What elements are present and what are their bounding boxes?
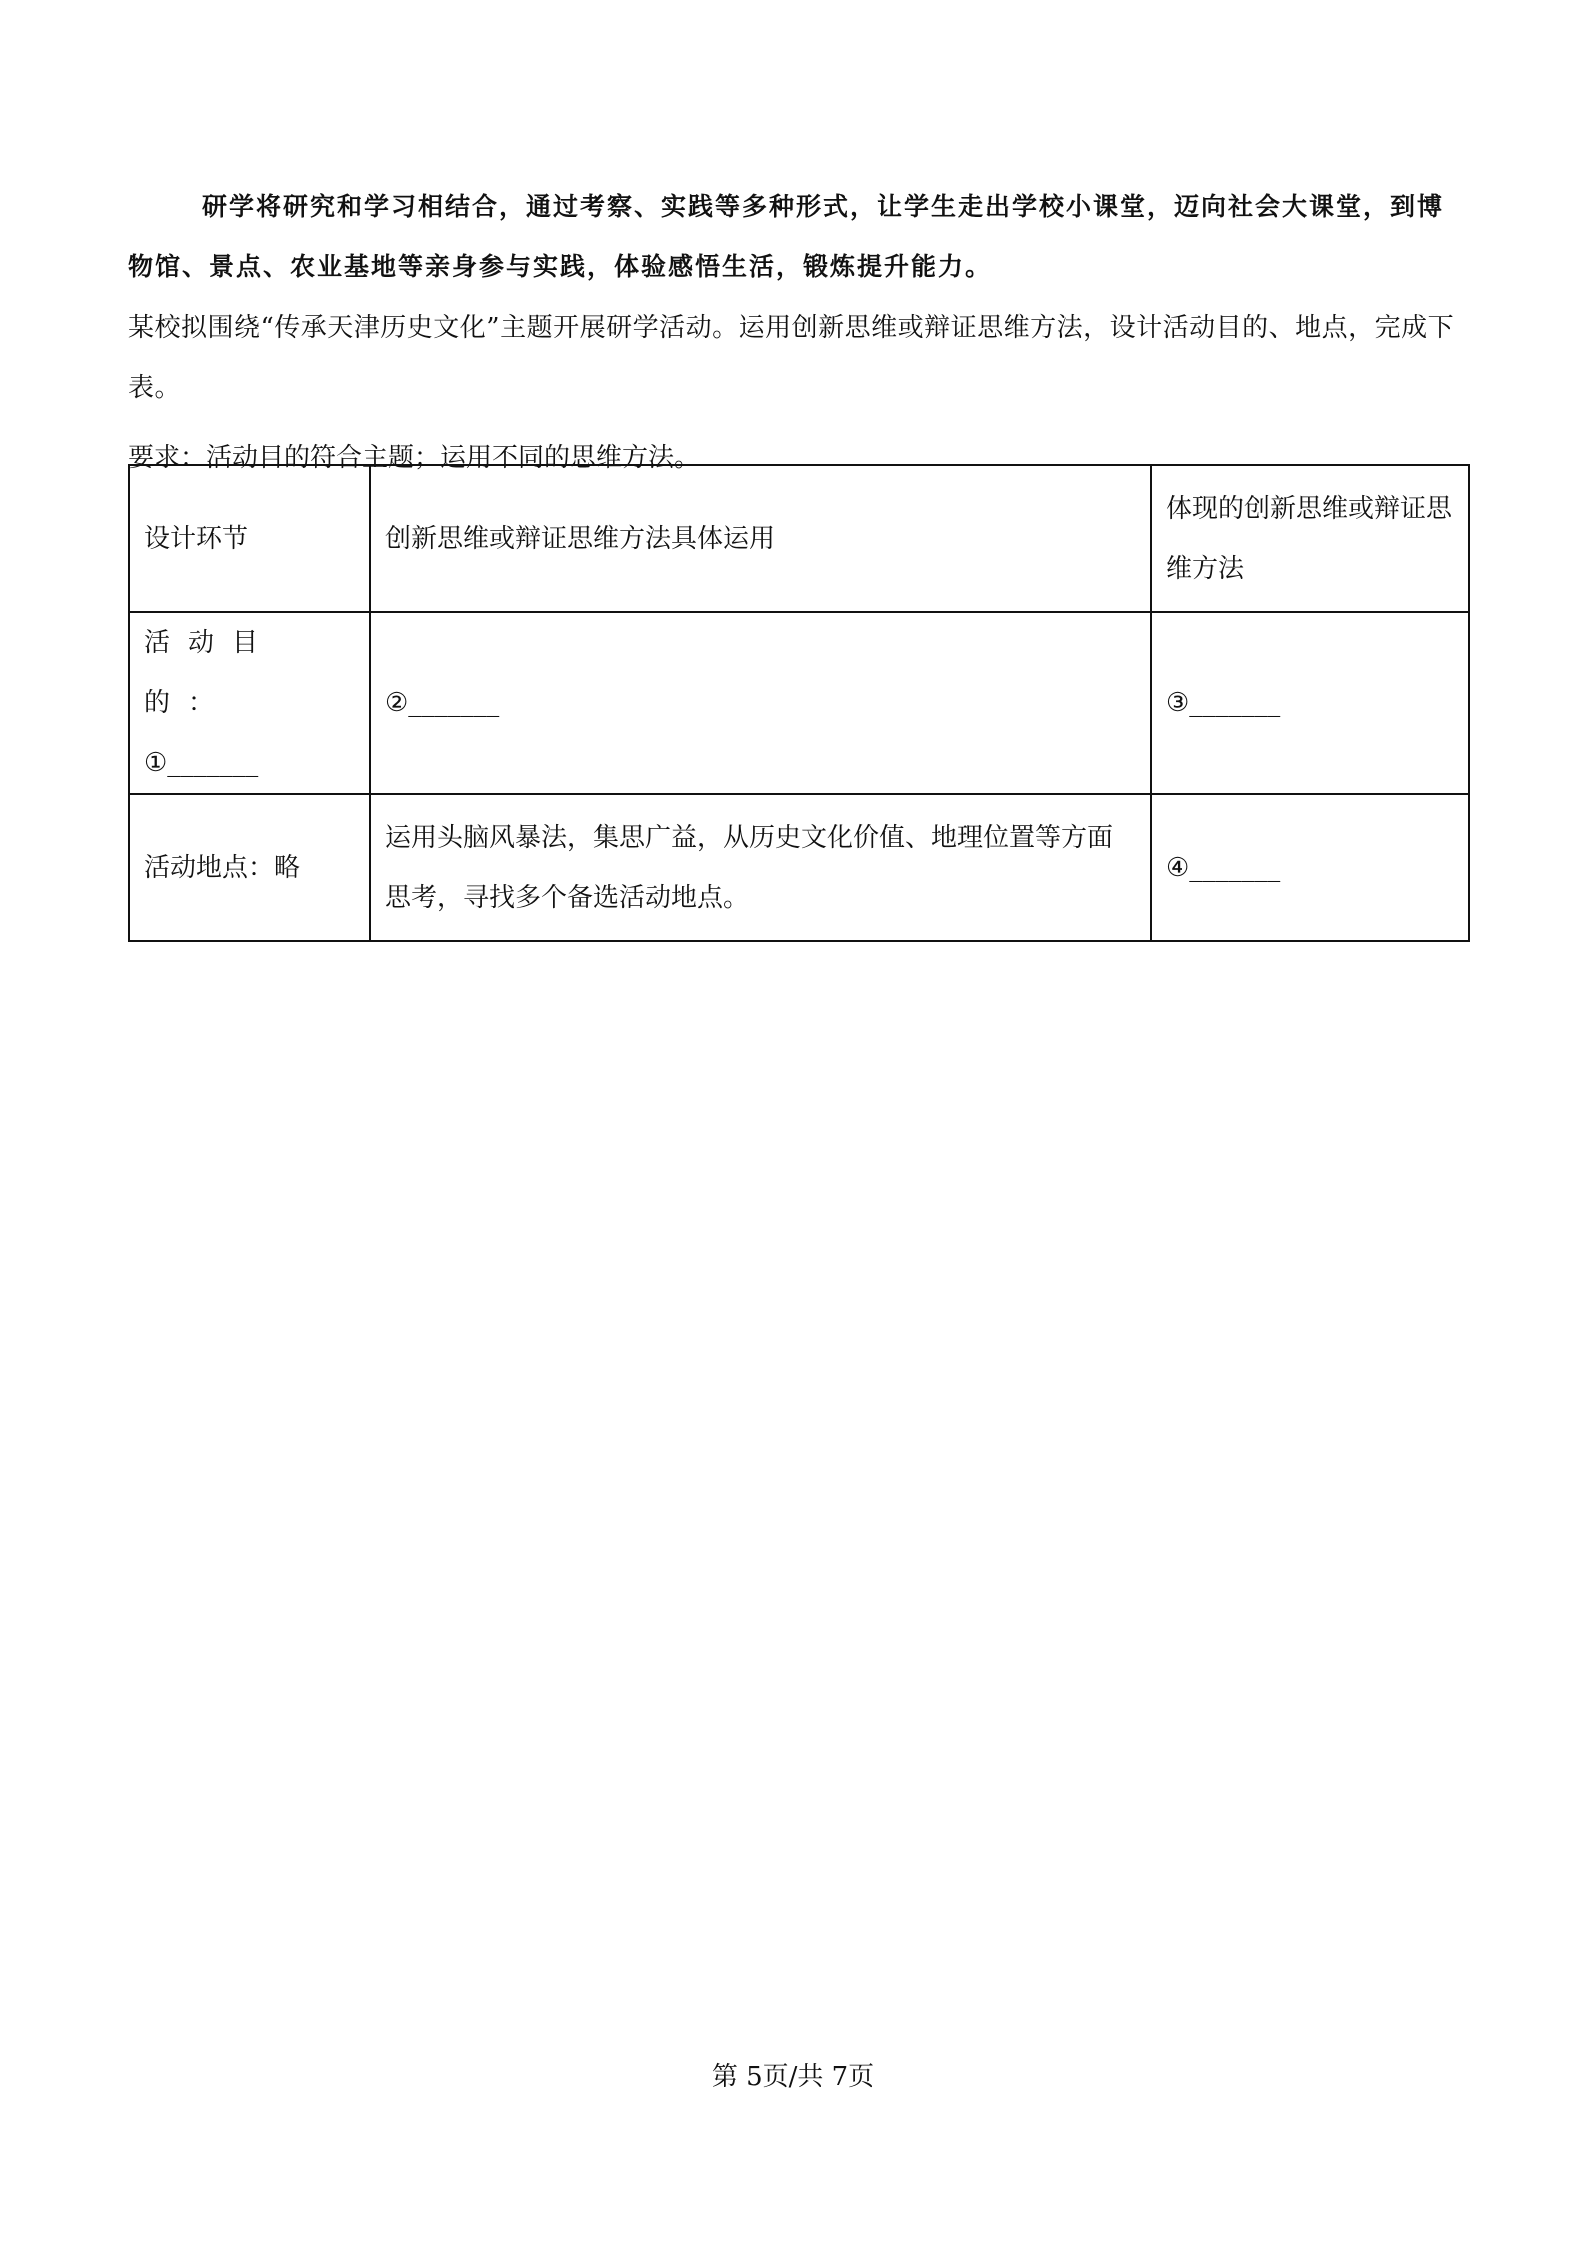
header-application: 创新思维或辩证思维方法具体运用	[370, 465, 1151, 612]
table-row	[129, 794, 1469, 941]
intro-paragraph: 研学将研究和学习相结合，通过考察、实践等多种形式，让学生走出学校小课堂，迈向社会大课堂，到博物馆、景点、农业基地等亲身参与实践，体验感悟生活，锻炼提升能力。	[128, 192, 1445, 281]
page-number: 第 5页/共 7页	[711, 2062, 875, 2092]
table-row	[129, 612, 1469, 794]
row-location-stage: 活动地点：略	[129, 794, 370, 941]
requirement-line: 要求：活动目的符合主题；运用不同的思维方法。	[128, 443, 701, 473]
row-location-application: 运用头脑风暴法，集思广益，从历史文化价值、地理位置等方面思考，寻找多个备选活动地点。	[370, 794, 1151, 941]
row-purpose-stage-cell	[129, 612, 370, 794]
table-header-row	[129, 465, 1469, 612]
answer-blank-3: ③_______	[1151, 612, 1469, 794]
design-table	[128, 464, 1470, 942]
row-purpose-stage: 活动目的：	[144, 628, 277, 718]
answer-blank-2: ②_______	[370, 612, 1151, 794]
answer-blank-1: ①_______	[144, 748, 259, 778]
answer-blank-4: ④_______	[1151, 794, 1469, 941]
header-method: 体现的创新思维或辩证思维方法	[1151, 465, 1469, 612]
header-stage: 设计环节	[129, 465, 370, 612]
task-paragraph: 某校拟围绕“传承天津历史文化”主题开展研学活动。运用创新思维或辩证思维方法，设计活动目的、地点，完成下表。	[128, 313, 1455, 403]
